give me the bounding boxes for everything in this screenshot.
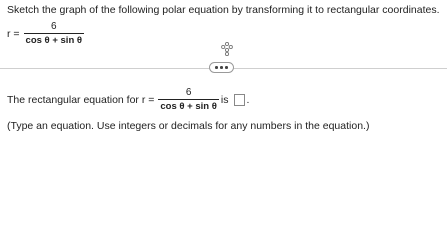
answer-fraction [158,87,218,112]
equation-lhs: r = [7,27,20,40]
more-options-button[interactable] [209,62,234,73]
answer-period: . [246,93,250,106]
question-prompt: Sketch the graph of the following polar equation by transforming it to rectangular coordinates. [7,4,440,16]
answer-row [7,87,249,112]
formula-palette-icon[interactable] [221,42,233,56]
equation-fraction [24,21,84,46]
answer-input[interactable] [235,95,244,105]
answer-input-box[interactable] [234,94,245,106]
answer-numerator: 6 [185,87,192,98]
ellipsis-icon [225,66,228,69]
answer-suffix: is [220,93,229,106]
fraction-bar [158,99,218,100]
answer-denominator: cos θ + sin θ [160,101,217,112]
answer-prefix: The rectangular equation for r = [7,93,155,106]
answer-hint: (Type an equation. Use integers or decimals for any numbers in the equation.) [7,120,370,132]
equation-denominator: cos θ + sin θ [25,35,83,46]
ellipsis-icon [215,66,218,69]
fraction-bar [24,33,84,34]
equation-numerator: 6 [51,21,57,32]
polar-equation [7,21,86,46]
ellipsis-icon [220,66,223,69]
